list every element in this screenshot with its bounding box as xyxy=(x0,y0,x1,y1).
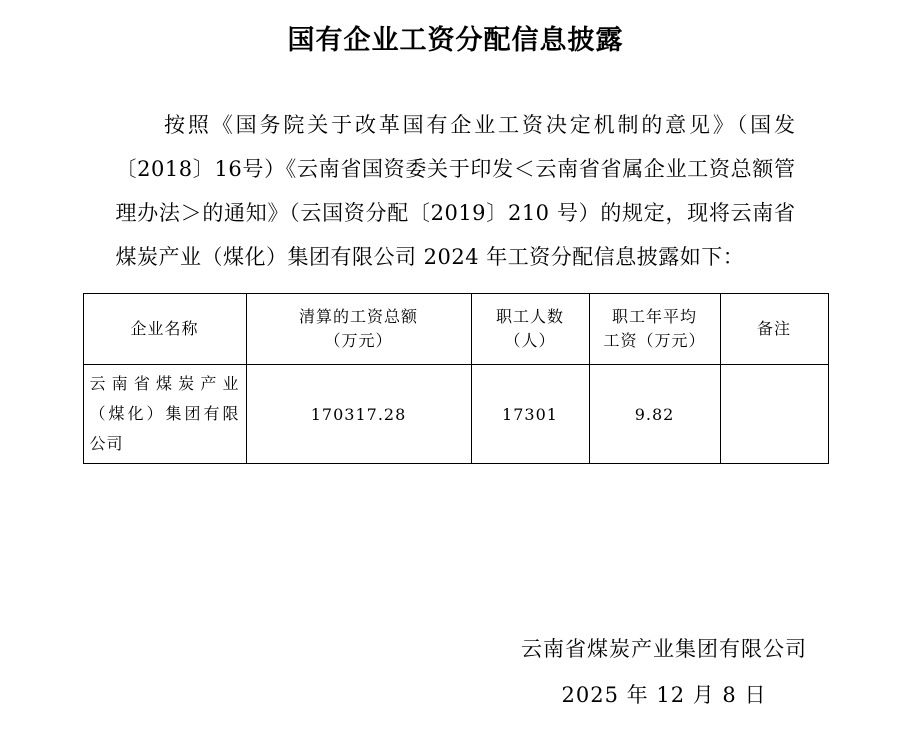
body-paragraph xyxy=(116,103,796,279)
column-header-employee-count: 职工人数 （人） xyxy=(471,294,589,365)
cell-note xyxy=(720,365,828,464)
table-row xyxy=(83,365,828,464)
signature-date: 2025 年 12 月 8 日 xyxy=(561,683,767,707)
column-header-company-name: 企业名称 xyxy=(83,294,246,365)
signature-block xyxy=(521,626,807,718)
table-body xyxy=(83,365,828,464)
wage-disclosure-table xyxy=(83,293,829,464)
paragraph-text: 按照《国务院关于改革国有企业工资决定机制的意见》（国发〔2018〕16号）《云南省国资委关于印发＜云南省省属企业工资总额管理办法＞的通知》（云国资分配〔2019〕210 号）的规定，现将云南省煤炭产业（煤化）集团有限公司 2024 年工资分配信息披露如下： xyxy=(115,113,796,269)
column-header-total-wage: 清算的工资总额 （万元） xyxy=(246,294,471,365)
cell-average-wage: 9.82 xyxy=(589,365,720,464)
page-title: 国有企业工资分配信息披露 xyxy=(287,25,624,56)
column-header-note: 备注 xyxy=(720,294,828,365)
column-header-average-wage: 职工年平均 工资（万元） xyxy=(589,294,720,365)
table-header xyxy=(83,294,828,365)
document-page xyxy=(0,18,911,755)
cell-employee-count: 17301 xyxy=(471,365,589,464)
table-header-row xyxy=(83,294,828,365)
cell-company-name: 云南省煤炭产业（煤化）集团有限公司 xyxy=(83,365,246,464)
signature-organization: 云南省煤炭产业集团有限公司 xyxy=(521,637,807,661)
cell-total-wage: 170317.28 xyxy=(246,365,471,464)
